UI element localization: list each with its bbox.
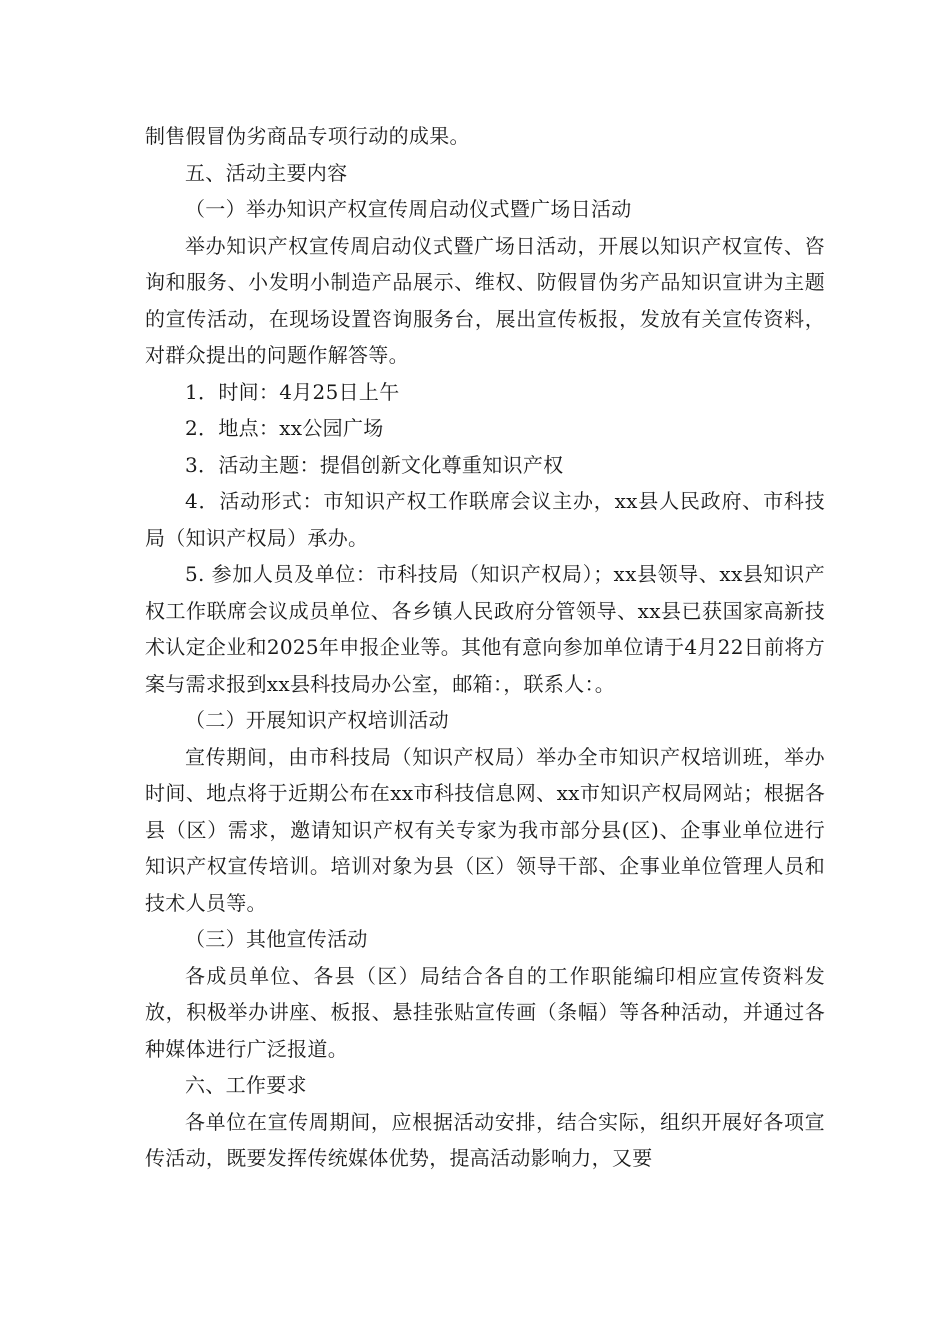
list-item-location: 2．地点：xx公园广场 <box>185 416 384 440</box>
paragraph-requirements: 各单位在宣传周期间，应根据活动安排，结合实际，组织开展好各项宣传活动，既要发挥传统媒体优势，提高活动影响力，又要 <box>145 1109 825 1170</box>
list-item-theme: 3．活动主题：提倡创新文化尊重知识产权 <box>185 452 564 477</box>
subsection-heading-2: （二）开展知识产权培训活动 <box>185 708 449 732</box>
paragraph-launch-activity: 举办知识产权宣传周启动仪式暨广场日活动，开展以知识产权宣传、咨询和服务、小发明小制造产品展示、维权、防假冒伪劣产品知识宣讲为主题的宣传活动，在现场设置咨询服务台，展出宣传板报，发放有关宣传资料，对群众提出的问题作解答等。 <box>145 233 825 367</box>
section-heading-5: 五、活动主要内容 <box>185 160 348 185</box>
section-heading-6: 六、工作要求 <box>185 1073 307 1097</box>
list-item-format: 4．活动形式：市知识产权工作联席会议主办，xx县人民政府、市科技局（知识产权局）承办。 <box>145 489 825 550</box>
subsection-heading-3: （三）其他宣传活动 <box>185 927 368 951</box>
list-item-time: 1．时间：4月25日上午 <box>185 379 400 404</box>
paragraph-training: 宣传期间，由市科技局（知识产权局）举办全市知识产权培训班，举办时间、地点将于近期公布在xx市科技信息网、xx市知识产权局网站；根据各县（区）需求，邀请知识产权有关专家为我市部分县(区)、企事业单位进行知识产权宣传培训。培训对象为县（区）领导干部、企事业单位管理人员和技术人员等。 <box>145 744 825 915</box>
paragraph-other-activities: 各成员单位、各县（区）局结合各自的工作职能编印相应宣传资料发放，积极举办讲座、板报、悬挂张贴宣传画（条幅）等各种活动，并通过各种媒体进行广泛报道。 <box>145 963 825 1061</box>
paragraph-continuation: 制售假冒伪劣商品专项行动的成果。 <box>145 124 470 148</box>
list-item-participants: 5. 参加人员及单位：市科技局（知识产权局）；xx县领导、xx县知识产权工作联席会议成员单位、各乡镇人民政府分管领导、xx县已获国家高新技术认定企业和2025年申报企业等。其他有意向参加单位请于4月22日前将方案与需求报到xx县科技局办公室，邮箱：，联系人：。 <box>145 562 825 696</box>
subsection-heading-1: （一）举办知识产权宣传周启动仪式暨广场日活动 <box>185 197 632 221</box>
document-body <box>145 118 825 1177</box>
